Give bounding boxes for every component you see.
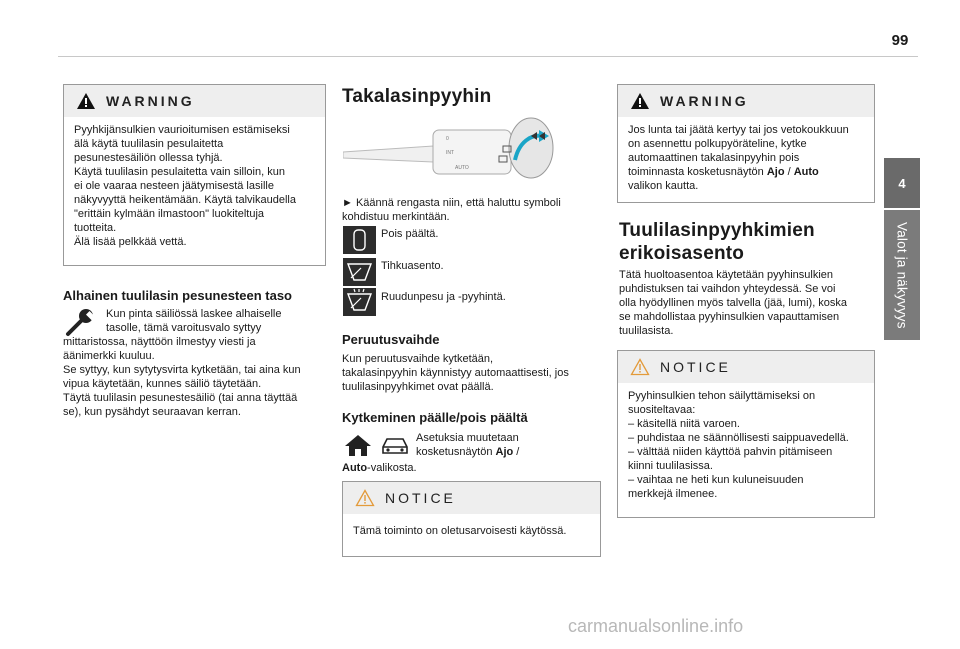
rear-wiper-heading: Takalasinpyyhin (342, 86, 492, 107)
low-fluid-line: Täytä tuulilasin pesunestesäiliö (tai anna täyttää (63, 392, 298, 404)
toggle-line3 (342, 461, 417, 475)
watermark: carmanualsonline.info (568, 616, 744, 636)
low-fluid-line: Se syttyy, kun sytytysvirta kytketään, tai aina kun (63, 364, 301, 376)
para-line: olla hyödyllinen myös talvella (jää, lumi), koska (619, 297, 848, 309)
low-fluid-line: vipua käytetään, kunnes säiliö täytetään. (63, 378, 262, 390)
low-fluid-intro (106, 307, 282, 335)
warning-title: WARNING (660, 93, 749, 109)
warning-line: näkyvyyttä heikentämään. Käytä talvikaudella (74, 194, 296, 206)
reverse-gear-text (342, 352, 569, 394)
option-intermittent-label: Tihkuasento. (381, 260, 444, 272)
special-position-heading-1: Tuulilasinpyyhkimien (619, 220, 815, 241)
warning-header (64, 85, 325, 117)
notice-line: Pyyhinsulkien tehon säilyttämiseksi on (628, 390, 816, 402)
notice-box-default (342, 481, 601, 557)
notice-line: – puhdistaa ne säännöllisesti saippuavedellä. (628, 432, 849, 444)
chapter-number-tab[interactable]: 4 (884, 158, 920, 208)
auto-menu-label: Auto (342, 462, 368, 474)
instruction-line: ► Käännä rengasta niin, että haluttu symboli (342, 197, 561, 209)
warning-body (64, 117, 325, 257)
reverse-gear-heading: Peruutusvaihde (342, 332, 440, 347)
top-divider (58, 56, 918, 57)
low-fluid-intro-line: Kun pinta säiliössä laskee alhaiselle (106, 308, 282, 320)
special-position-heading-2: erikoisasento (619, 243, 745, 264)
wiper-stalk-illustration (343, 112, 561, 184)
low-fluid-heading: Alhainen tuulilasin pesunesteen taso (63, 288, 292, 303)
warning-box-snow (617, 84, 875, 203)
warning-line: tuotteita. (74, 222, 117, 234)
notice-header (343, 482, 600, 514)
notice-body (618, 383, 874, 509)
low-fluid-line: se), kun pysähdyt seuraavan kerran. (63, 406, 241, 418)
chapter-label[interactable]: Valot ja näkyvyys (894, 221, 910, 329)
warning-line: ei ole vaaraa nesteen jäätymisestä lasille (74, 180, 274, 192)
svg-text:INT: INT (446, 150, 455, 156)
low-fluid-line: mittaristossa, näyttöön ilmestyy viesti ja (63, 336, 256, 348)
toggle-line2-post: / (513, 446, 520, 458)
notice-line: – välttää niiden käyttöä pahvin pitämiseen (628, 446, 833, 458)
warning-line: Jos lunta tai jäätä kertyy tai jos vetokoukkuun (628, 124, 849, 136)
notice-line: merkkejä ilmenee. (628, 488, 718, 500)
drive-menu-label: Ajo (766, 166, 785, 178)
wiper-off-icon (343, 226, 376, 254)
toggle-line1: Asetuksia muutetaan (416, 432, 519, 444)
low-fluid-line: äänimerkki kuuluu. (63, 350, 155, 362)
wiper-wash-icon (343, 288, 376, 316)
warning-header (618, 85, 874, 117)
para-line: Tätä huoltoasentoa käytetään pyyhinsulkien (619, 269, 834, 281)
warning-title: WARNING (106, 93, 195, 109)
svg-text:0: 0 (446, 136, 449, 142)
warning-line: valikon kautta. (628, 180, 699, 192)
warning-line: "erittäin kylmään ilmastoon" luokiteltuja (74, 208, 265, 220)
warning-line-sep: / (784, 166, 794, 178)
warning-line: Pyyhkijänsulkien vaurioitumisen estämiseksi (74, 124, 290, 136)
auto-menu-label: Auto (793, 166, 819, 178)
toggle-text (416, 431, 519, 459)
notice-header (618, 351, 874, 383)
notice-line: suositeltavaa: (628, 404, 696, 416)
warning-triangle-icon (76, 92, 96, 110)
notice-line: kiinni tuulilasissa. (628, 460, 713, 472)
warning-line-pre: toiminnasta kosketusnäytön (628, 166, 767, 178)
wiper-intermittent-icon (343, 258, 376, 286)
warning-body (618, 117, 874, 201)
special-position-text (619, 268, 847, 338)
notice-box-blades (617, 350, 875, 518)
para-line: tuulilasista. (619, 325, 674, 337)
notice-title: NOTICE (660, 359, 731, 375)
page-number: 99 (891, 32, 909, 49)
svg-text:AUTO: AUTO (455, 165, 469, 171)
notice-line: – käsitellä niitä varoen. (628, 418, 740, 430)
notice-line: – vaihtaa ne heti kun kuluneisuuden (628, 474, 804, 486)
drive-menu-label: Ajo (495, 446, 514, 458)
car-icon (380, 433, 410, 457)
warning-line: älä käytä tuulilasin pesulaitetta (74, 138, 224, 150)
reverse-line: takalasinpyyhin käynnistyy automaattisesti, jos (342, 367, 569, 379)
notice-title: NOTICE (385, 490, 456, 506)
para-line: puhdistuksen tai vaihdon yhteydessä. Se voi (619, 283, 836, 295)
low-fluid-text (63, 335, 301, 419)
toggle-line3-post: -valikosta. (367, 462, 417, 474)
notice-triangle-icon (630, 358, 650, 376)
para-line: se mahdollistaa pyyhinsulkien vapauttamisen (619, 311, 840, 323)
warning-triangle-icon (630, 92, 650, 110)
notice-triangle-icon (355, 489, 375, 507)
toggle-heading: Kytkeminen päälle/pois päältä (342, 410, 528, 425)
reverse-line: Kun peruutusvaihde kytketään, (342, 353, 494, 365)
warning-line: Älä lisää pelkkää vettä. (74, 236, 187, 248)
warning-line: pesunestesäiliön ollessa tyhjä. (74, 152, 223, 164)
warning-box-washer (63, 84, 326, 266)
rear-wiper-instruction (342, 196, 561, 224)
toggle-line2 (416, 445, 519, 459)
option-off-label: Pois päältä. (381, 228, 439, 240)
warning-line (628, 165, 864, 179)
wrench-icon (64, 308, 98, 338)
option-wash-label: Ruudunpesu ja -pyyhintä. (381, 291, 506, 303)
home-icon (344, 433, 372, 457)
low-fluid-intro-line: tasolle, tämä varoitusvalo syttyy (106, 322, 262, 334)
warning-line: Käytä tuulilasin pesulaitetta vain silloin, kun (74, 166, 285, 178)
toggle-line2-pre: kosketusnäytön (416, 446, 496, 458)
instruction-line: kohdistuu merkintään. (342, 211, 450, 223)
notice-text: Tämä toiminto on oletusarvoisesti käytössä. (353, 525, 567, 537)
reverse-line: tuulilasinpyyhkimet ovat päällä. (342, 381, 494, 393)
warning-line: automaattinen takalasinpyyhin pois (628, 152, 800, 164)
warning-line: on asennettu polkupyöräteline, kytke (628, 138, 807, 150)
